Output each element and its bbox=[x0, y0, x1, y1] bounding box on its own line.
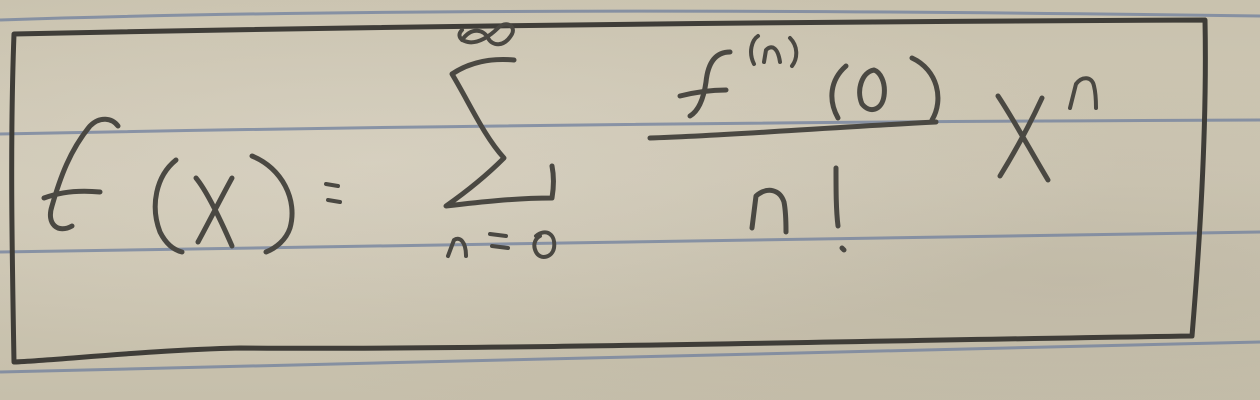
glyph-paren-right bbox=[252, 156, 292, 252]
rule-line bbox=[0, 232, 1260, 252]
glyph-paren-left bbox=[155, 160, 182, 252]
formula-box bbox=[12, 20, 1206, 362]
glyph-f-numerator bbox=[680, 52, 730, 116]
glyph-superscript-n bbox=[751, 36, 796, 66]
glyph-f-lhs bbox=[44, 119, 118, 229]
glyph-exponent-n bbox=[1070, 78, 1096, 108]
glyph-equals bbox=[326, 184, 340, 202]
glyph-x-variable bbox=[998, 96, 1048, 180]
glyph-paren-0 bbox=[832, 58, 938, 120]
glyph-x-lhs bbox=[196, 178, 232, 246]
glyph-sigma bbox=[446, 60, 554, 206]
rule-line bbox=[0, 120, 1260, 134]
